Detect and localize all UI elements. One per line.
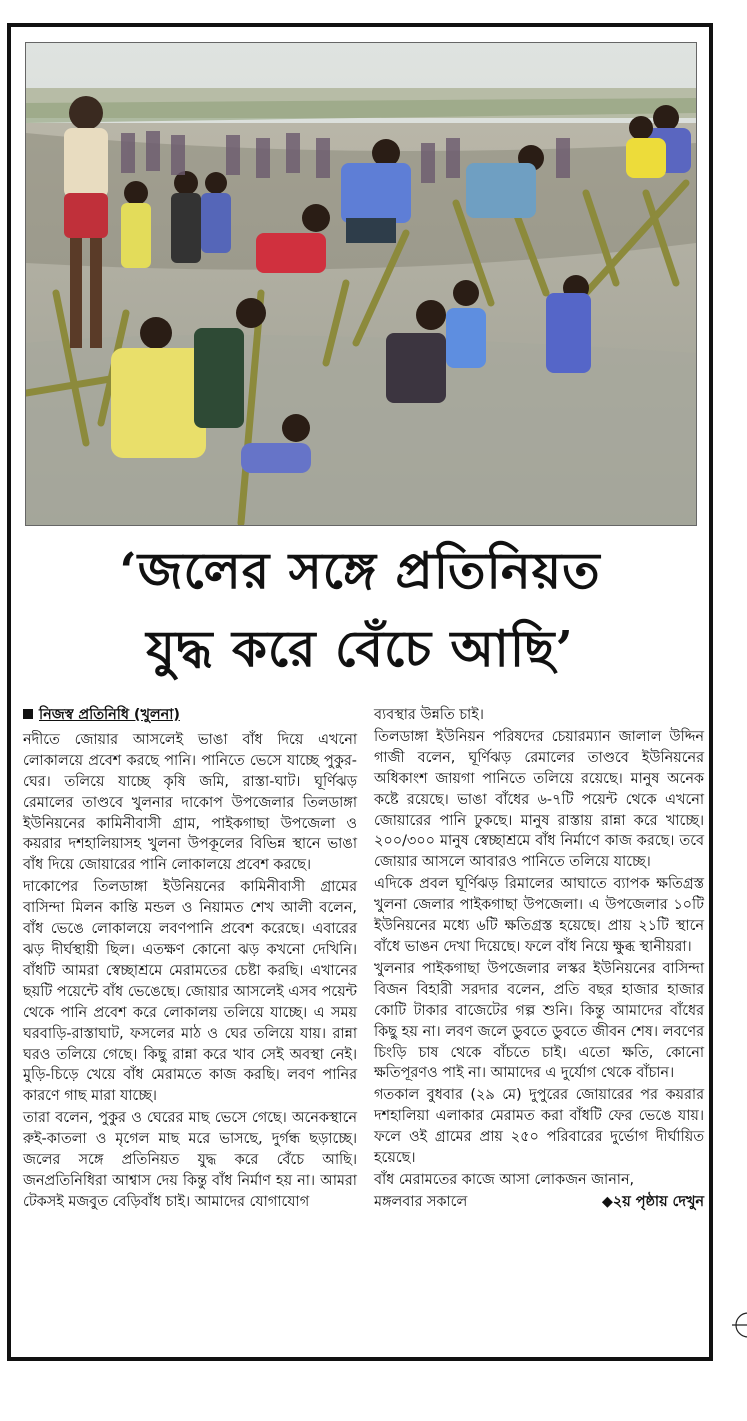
registration-mark-icon [728,1310,747,1340]
continuation-row [374,1192,704,1213]
headline-line-2: যুদ্ধ করে বেঁচে আছি’ [146,619,574,678]
headline-line-1: ‘জলের সঙ্গে প্রতিনিয়ত [119,541,601,600]
last-line-text: মঙ্গলবার সকালে [374,1193,468,1210]
news-photo-illustration [26,43,696,525]
byline-text: নিজস্ব প্রতিনিধি (খুলনা) [39,707,180,723]
square-bullet-icon [23,709,33,719]
paragraph: ব্যবস্থার উন্নতি চাই। [374,707,484,723]
left-column [23,705,357,1214]
paragraph: দাকোপের তিলডাঙ্গা ইউনিয়নের কামিনীবাসী গ্রামের বাসিন্দা মিলন কান্তি মন্ডল ও নিয়ামত শেখ আলী বলেন, বাঁধ ভেঙে লোকালয়ে লবণপানি প্রবেশ করেছে। এবারের ঝড় দীর্ঘস্থায়ী ছিল। এতক্ষণ কোনো ঝড় কখনো দেখিনি। বাঁধটি আমরা স্বেচ্ছাশ্রমে মেরামতের চেষ্টা করছি। এখানের ছয়টি পয়েন্টে বাঁধ ভেঙেছে। জোয়ার আসলেই এসব পয়েন্ট থেকে পানি প্রবেশ করে লোকালয় তলিয়ে যাচ্ছে। এ সময় ঘরবাড়ি-রাস্তাঘাট, ফসলের মাঠ ও ঘের তলিয়ে যায়। রান্না ঘরও তলিয়ে গেছে। কিছু রান্না করে খাব সেই অবস্থা নেই। মুড়ি-চিড়ে খেয়ে বাঁধ মেরামতে কাজ করছি। লবণ পানির কারণে গাছ মারা যাচ্ছে। [23,879,357,1105]
paragraph: গতকাল বুধবার (২৯ মে) দুপুরের জোয়ারের পর কয়রার দশহালিয়া এলাকার মেরামত করা বাঁধটি ফের ভেঙে যায়। ফলে ওই গ্রামের প্রায় ২৫০ পরিবারের দুর্ভোগ দীর্ঘায়িত হয়েছে। [374,1087,704,1167]
paragraph: এদিকে প্রবল ঘূর্ণিঝড় রিমালের আঘাতে ব্যাপক ক্ষতিগ্রস্ত খুলনা জেলার পাইকগাছা উপজেলা। এ উপজেলার ১০টি ইউনিয়নের মধ্যে ৬টি ক্ষতিগ্রস্ত হয়েছে। প্রায় ২১টি স্থানে বাঁধে ভাঙন দেখা দিয়েছে। ফলে বাঁধ নিয়ে ক্ষুব্ধ স্থানীয়রা। [374,876,704,955]
paragraph: তারা বলেন, পুকুর ও ঘেরের মাছ ভেসে গেছে। অনেকস্থানে রুই-কাতলা ও মৃগেল মাছ মরে ভাসছে, দুর্গন্ধ ছড়াচ্ছে। জলের সঙ্গে প্রতিনিয়ত যুদ্ধ করে বেঁচে আছি। জনপ্রতিনিধিরা আশ্বাস দেয় কিন্তু বাঁধ নির্মাণ হয় না। আমরা টেকসই মজবুত বেড়িবাঁধ চাই। আমাদের যোগাযোগ [23,1110,357,1210]
paragraph: তিলডাঙ্গা ইউনিয়ন পরিষদের চেয়ারম্যান জালাল উদ্দিন গাজী বলেন, ঘূর্ণিঝড় রেমালের তাণ্ডবে ইউনিয়নের অধিকাংশ জায়গা পানিতে তলিয়ে রয়েছে। মানুষ অনেক কষ্টে রয়েছে। ভাঙা বাঁধের ৬-৭টি পয়েন্ট থেকে এখনো জোয়ারের পানি ঢুকছে। মানুষ রাস্তায় রান্না করে খাচ্ছে। ২০০/৩০০ মানুষ স্বেচ্ছাশ্রমে বাঁধ নির্মাণে কাজ করছে। তবে জোয়ার আসলে আবারও পানিতে তলিয়ে যাচ্ছে। [374,728,704,871]
right-column [374,705,704,1214]
paragraph: খুলনার পাইকগাছা উপজেলার লস্কর ইউনিয়নের বাসিন্দা বিজন বিহারী সরদার বলেন, প্রতি বছর হাজার হাজার কোটি টাকার বাজেটের গল্প শুনি। কিন্তু আমাদের বাঁধের কিছু হয় না। লবণ জলে ডুবতে ডুবতে জীবন শেষ। লবণের চিংড়ি চাষ থেকে বাঁচতে চাই। এতো ক্ষতি, কোনো ক্ষতিপূরণও পাই না। আমাদের এ দুর্যোগ থেকে বাঁচান। [374,960,704,1082]
news-photo [25,42,697,526]
paragraph: বাঁধ মেরামতের কাজে আসা লোকজন জানান, [374,1171,635,1188]
byline [23,705,357,726]
news-article-frame [7,23,713,1361]
paragraph: নদীতে জোয়ার আসলেই ভাঙা বাঁধ দিয়ে এখনো লোকালয়ে প্রবেশ করছে পানি। পানিতে ভেসে যাচ্ছে পুকুর-ঘের। তলিয়ে যাচ্ছে কৃষি জমি, রাস্তা-ঘাট। ঘূর্ণিঝড় রেমালের তাণ্ডবে খুলনার দাকোপ উপজেলার তিলডাঙ্গা ইউনিয়নের কামিনীবাসী গ্রাম, পাইকগাছা উপজেলা ও কয়রার দশহালিয়াসহ খুলনা উপকূলের বিভিন্ন স্থানে ভাঙা বাঁধ দিয়ে জোয়ারের পানি লোকালয়ে প্রবেশ করছে। [23,731,357,874]
headline [21,532,699,688]
continuation-link[interactable]: ◆২য় পৃষ্ঠায় দেখুন [601,1193,704,1210]
